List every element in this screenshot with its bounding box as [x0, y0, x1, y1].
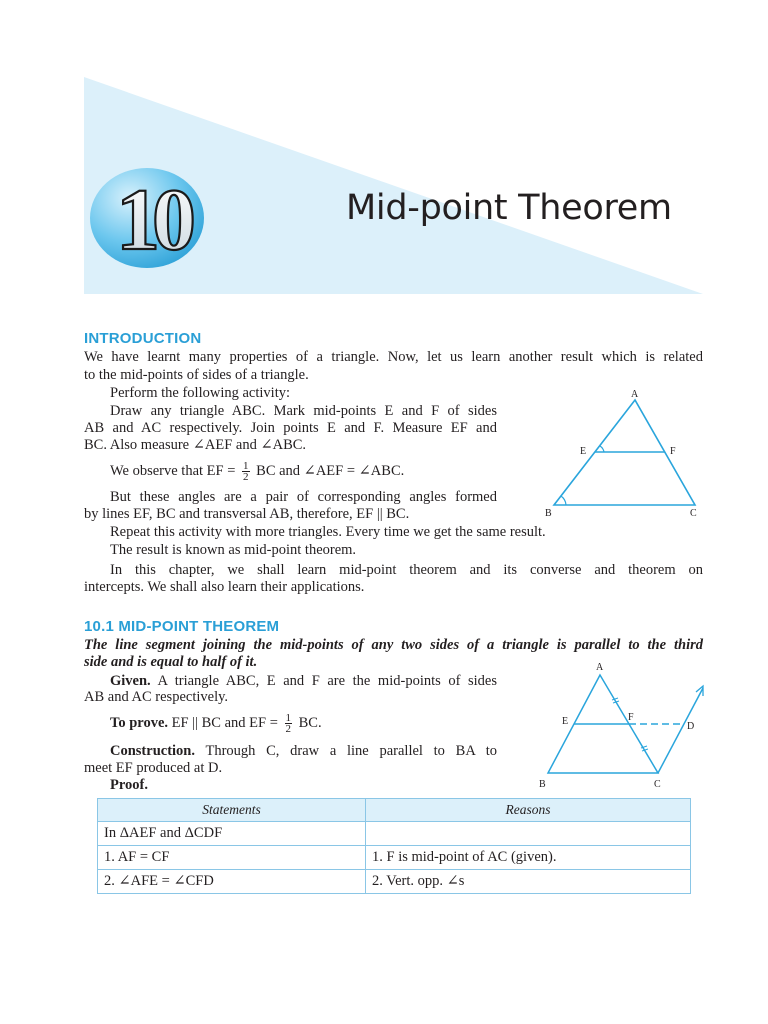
- table-header-row: [98, 799, 691, 822]
- intro-paragraph-line: The result is known as mid-point theorem.: [110, 542, 357, 558]
- observation-line: [110, 461, 404, 482]
- table-row: [98, 822, 691, 846]
- construction-line: Construction. Through C, draw a line parallel to BA to: [110, 743, 497, 759]
- theorem-statement-line: The line segment joining the mid-points of any two sides of a triangle is parallel to the third: [84, 637, 703, 653]
- reason-cell: 1. F is mid-point of AC (given).: [366, 846, 691, 870]
- proof-table: [97, 798, 691, 894]
- label-c: C: [690, 508, 697, 519]
- angle-arc-b: [561, 496, 566, 505]
- chapter-number: 10: [116, 172, 188, 269]
- theorem-statement-line: side and is equal to half of it.: [84, 654, 258, 670]
- statement-cell: 2. ∠AFE = ∠CFD: [98, 870, 366, 894]
- line-through-c: [658, 688, 703, 773]
- label-d: D: [687, 721, 695, 732]
- intro-paragraph-line: In this chapter, we shall learn mid-point theorem and its converse and theorem on: [110, 562, 703, 578]
- intro-paragraph-line: BC. Also measure ∠AEF and ∠ABC.: [84, 437, 307, 453]
- label-a: A: [631, 389, 639, 400]
- table-row: [98, 870, 691, 894]
- fraction-half: $\frac{1}{2}$: [243, 460, 249, 483]
- triangle-figure-2: [535, 658, 715, 793]
- intro-paragraph-line: intercepts. We shall also learn their applications.: [84, 579, 365, 595]
- observation-text: We observe that EF =: [110, 462, 236, 479]
- to-prove-line: To prove. EF || BC and EF = $\frac{1}{2}$ BC.: [110, 712, 322, 735]
- intro-paragraph-line: Repeat this activity with more triangles. Every time we get the same result.: [110, 524, 546, 540]
- reason-cell: [366, 822, 691, 846]
- statements-header: Statements: [98, 799, 366, 822]
- triangle-figure-1: [540, 385, 710, 525]
- label-a: A: [596, 662, 604, 673]
- intro-paragraph-line: Perform the following activity:: [110, 385, 291, 401]
- section-heading: 10.1 MID-POINT THEOREM: [84, 618, 280, 635]
- statement-cell: In ΔAEF and ΔCDF: [98, 822, 366, 846]
- given-line: Given. A triangle ABC, E and F are the mid-points of sides: [110, 673, 497, 689]
- intro-paragraph-line: by lines EF, BC and transversal AB, therefore, EF || BC.: [84, 506, 410, 522]
- table-row: [98, 846, 691, 870]
- chapter-header-banner: [0, 0, 768, 300]
- label-f: F: [628, 712, 634, 723]
- introduction-heading: INTRODUCTION: [84, 330, 202, 347]
- label-b: B: [539, 779, 546, 790]
- label-e: E: [562, 716, 569, 727]
- intro-paragraph-line: We have learnt many properties of a triangle. Now, let us learn another result which is related: [84, 349, 703, 365]
- intro-paragraph-line: Draw any triangle ABC. Mark mid-points E and F of sides: [110, 403, 497, 419]
- label-b: B: [545, 508, 552, 519]
- chapter-title: Mid-point Theorem: [346, 188, 672, 228]
- intro-paragraph-line: to the mid-points of sides of a triangle.: [84, 367, 309, 383]
- intro-paragraph-line: AB and AC respectively. Join points E and F. Measure EF and: [84, 420, 497, 436]
- statement-cell: 1. AF = CF: [98, 846, 366, 870]
- construction-line: meet EF produced at D.: [84, 760, 223, 776]
- construction-label: Construction.: [110, 743, 195, 759]
- label-e: E: [580, 446, 587, 457]
- fraction-half: $\frac{1}{2}$: [285, 712, 291, 735]
- intro-paragraph-line: But these angles are a pair of corresponding angles formed: [110, 489, 497, 505]
- label-c: C: [654, 779, 661, 790]
- observation-text: BC and ∠AEF = ∠ABC.: [256, 462, 405, 479]
- proof-label: Proof.: [110, 777, 148, 793]
- to-prove-label: To prove.: [110, 714, 169, 731]
- label-f: F: [670, 446, 676, 457]
- reason-cell: 2. Vert. opp. ∠s: [366, 870, 691, 894]
- given-label: Given.: [110, 673, 151, 689]
- given-line: AB and AC respectively.: [84, 689, 229, 705]
- reasons-header: Reasons: [366, 799, 691, 822]
- angle-arc-e: [600, 446, 604, 452]
